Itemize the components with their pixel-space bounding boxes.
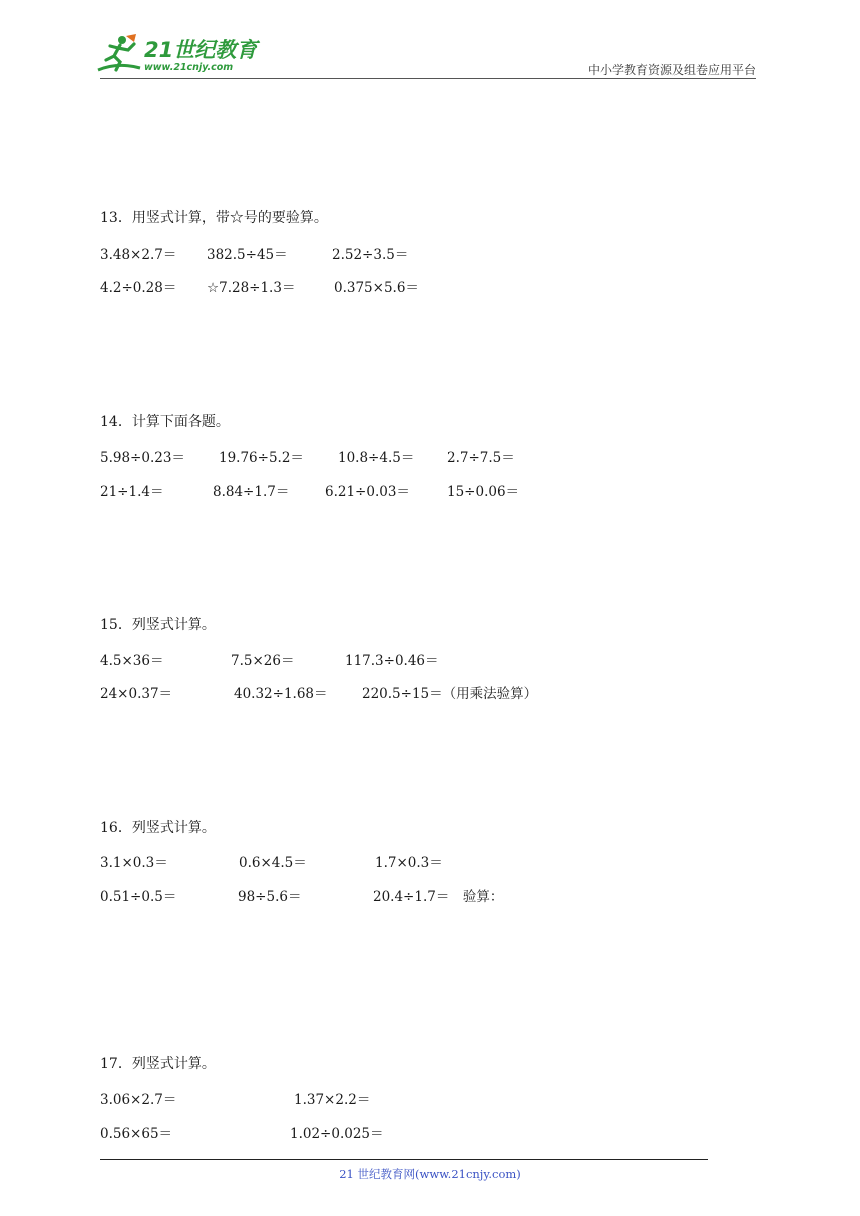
- expression: 24×0.37＝: [100, 686, 173, 702]
- expression: 7.5×26＝: [231, 653, 295, 669]
- expression: 3.48×2.7＝: [100, 247, 177, 263]
- expression: 20.4÷1.7＝ 验算：: [373, 889, 504, 905]
- question-15-title: 15．列竖式计算。: [100, 617, 216, 633]
- question-13-title: 13．用竖式计算，带☆号的要验算。: [100, 210, 328, 226]
- expression: 19.76÷5.2＝: [219, 450, 304, 466]
- expression: 117.3÷0.46＝: [345, 653, 439, 669]
- page-header: [0, 0, 860, 80]
- question-14-title: 14．计算下面各题。: [100, 414, 230, 430]
- footer-divider: [100, 1159, 708, 1160]
- expression: 0.6×4.5＝: [239, 855, 307, 871]
- expression: 15÷0.06＝: [447, 484, 520, 500]
- expression: 10.8÷4.5＝: [338, 450, 415, 466]
- logo-text: 21世纪教育: [144, 38, 258, 62]
- expression: 0.56×65＝: [100, 1126, 173, 1142]
- expression: 1.02÷0.025＝: [290, 1126, 384, 1142]
- expression: 2.52÷3.5＝: [332, 247, 409, 263]
- expression: 2.7÷7.5＝: [447, 450, 515, 466]
- question-17-title: 17．列竖式计算。: [100, 1056, 216, 1072]
- header-divider: [100, 78, 756, 79]
- expression: 0.51÷0.5＝: [100, 889, 177, 905]
- expression: 0.375×5.6＝: [334, 280, 419, 296]
- expression: ☆7.28÷1.3＝: [207, 280, 296, 296]
- expression: 3.1×0.3＝: [100, 855, 168, 871]
- expression: 1.7×0.3＝: [375, 855, 443, 871]
- expression: 382.5÷45＝: [207, 247, 288, 263]
- runner-icon: [92, 32, 144, 76]
- site-slogan: 中小学教育资源及组卷应用平台: [587, 63, 756, 77]
- logo: [92, 32, 272, 78]
- expression: 3.06×2.7＝: [100, 1092, 177, 1108]
- expression: 21÷1.4＝: [100, 484, 164, 500]
- footer-link[interactable]: 21 世纪教育网(www.21cnjy.com): [339, 1167, 521, 1181]
- question-16-title: 16．列竖式计算。: [100, 820, 216, 836]
- expression: 6.21÷0.03＝: [325, 484, 410, 500]
- expression: 4.2÷0.28＝: [100, 280, 177, 296]
- expression: 8.84÷1.7＝: [213, 484, 290, 500]
- expression: 220.5÷15＝（用乘法验算）: [362, 686, 538, 702]
- logo-url: www.21cnjy.com: [144, 62, 234, 73]
- expression: 4.5×36＝: [100, 653, 164, 669]
- expression: 1.37×2.2＝: [294, 1092, 371, 1108]
- expression: 5.98÷0.23＝: [100, 450, 185, 466]
- expression: 98÷5.6＝: [238, 889, 302, 905]
- expression: 40.32÷1.68＝: [234, 686, 328, 702]
